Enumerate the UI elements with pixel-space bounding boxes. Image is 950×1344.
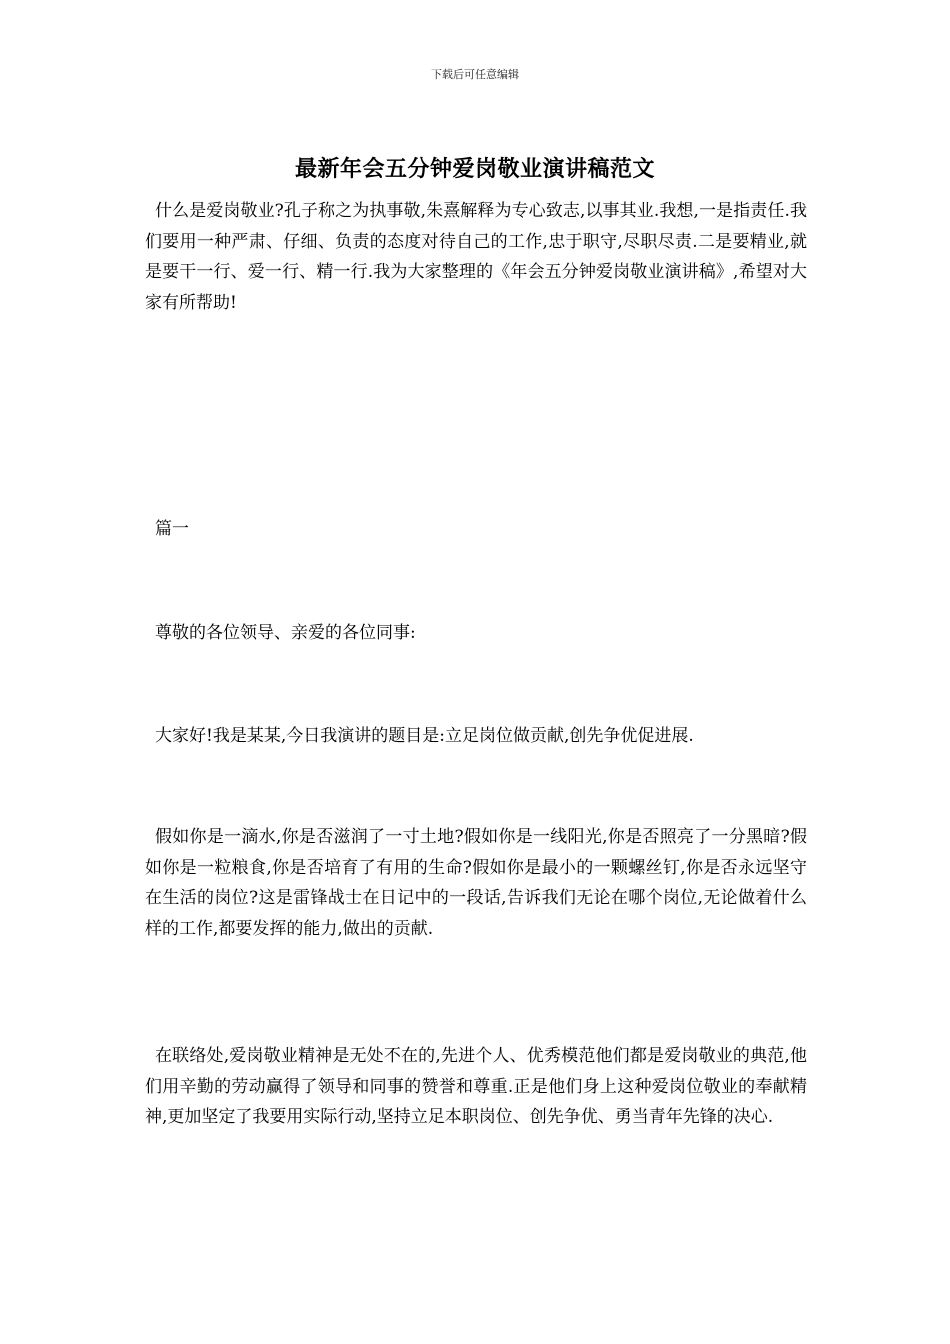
opening-paragraph: 大家好!我是某某,今日我演讲的题目是:立足岗位做贡献,创先争优促进展. [155,726,694,746]
body-paragraph: 在联络处,爱岗敬业精神是无处不在的,先进个人、优秀模范他们都是爱岗敬业的典范,他们用辛勤的劳动赢得了领导和同事的赞誉和尊重.正是他们身上这种爱岗位敬业的奉献精神,更加坚定了我要用实际行动,坚持立足本职岗位、创先争优、勇当青年先锋的决心. [145,1046,807,1127]
page-header-note: 下载后可任意编辑 [431,68,519,81]
intro-paragraph: 什么是爱岗敬业?孔子称之为执事敬,朱熹解释为专心致志,以事其业.我想,一是指责任.我们要用一种严肃、仔细、负责的态度对待自己的工作,忠于职守,尽职尽责.二是要精业,就是要干一行、爱一行、精一行.我为大家整理的《年会五分钟爱岗敬业演讲稿》,希望对大家有所帮助! [145,201,807,313]
body-paragraph: 假如你是一滴水,你是否滋润了一寸土地?假如你是一线阳光,你是否照亮了一分黑暗?假如你是一粒粮食,你是否培育了有用的生命?假如你是最小的一颗螺丝钉,你是否永远坚守在生活的岗位?这是雷锋战士在日记中的一段话,告诉我们无论在哪个岗位,无论做着什么样的工作,都要发挥的能力,做出的贡献. [145,827,807,939]
greeting-paragraph: 尊敬的各位领导、亲爱的各位同事: [155,623,416,643]
section-heading: 篇一 [155,519,189,539]
document-title: 最新年会五分钟爱岗敬业演讲稿范文 [294,156,655,182]
